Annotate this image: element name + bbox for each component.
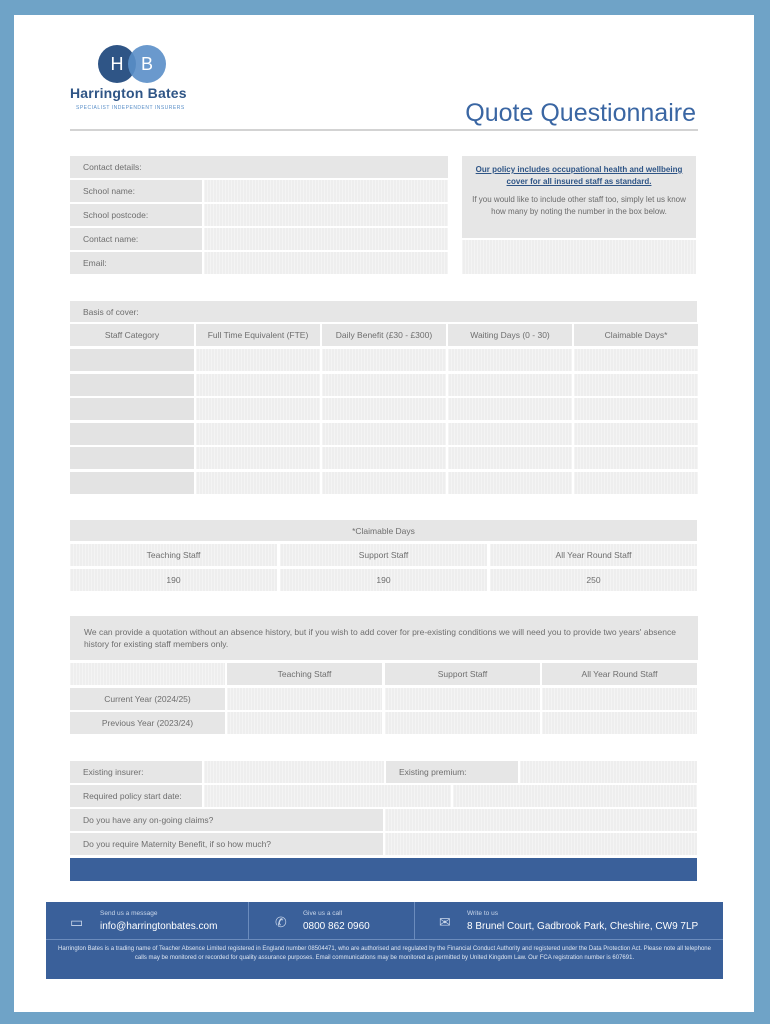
policy-headline: Our policy includes occupational health and wellbeing cover for all insured staff as standard. (475, 165, 683, 186)
ongoing-claims-field[interactable] (385, 809, 697, 831)
claimable-heading: *Claimable Days (70, 520, 697, 541)
school-postcode-label: School postcode: (70, 204, 202, 226)
page (14, 15, 754, 1012)
basis-input-cell[interactable] (322, 398, 446, 420)
contact-heading: Contact details: (70, 156, 448, 178)
footer-email-link[interactable]: info@harringtonbates.com (100, 921, 218, 932)
absence-input-cell[interactable] (227, 712, 382, 734)
basis-col-header: Waiting Days (0 - 30) (448, 324, 572, 346)
absence-row-label: Current Year (2024/25) (70, 688, 225, 710)
footer-divider (46, 939, 723, 940)
claimable-value: 190 (280, 569, 487, 591)
logo (98, 45, 178, 85)
logo-h-circle: H (98, 45, 136, 83)
basis-input-cell[interactable] (196, 472, 320, 494)
basis-input-cell[interactable] (448, 398, 572, 420)
existing-insurer-label: Existing insurer: (70, 761, 202, 783)
basis-input-cell[interactable] (196, 423, 320, 445)
basis-col-header: Claimable Days* (574, 324, 698, 346)
basis-input-cell[interactable] (322, 349, 446, 371)
phone-icon: ✆ (275, 914, 287, 930)
contact-name-field[interactable] (204, 228, 448, 250)
basis-input-cell[interactable] (574, 447, 698, 469)
laptop-icon: ▭ (70, 914, 84, 930)
staff-category-cell[interactable] (70, 447, 194, 469)
other-staff-count-field[interactable] (462, 240, 696, 274)
basis-input-cell[interactable] (196, 349, 320, 371)
basis-input-cell[interactable] (574, 374, 698, 396)
basis-col-header: Daily Benefit (£30 - £300) (322, 324, 446, 346)
absence-input-cell[interactable] (542, 712, 697, 734)
title-divider (70, 129, 698, 131)
basis-input-cell[interactable] (448, 423, 572, 445)
staff-category-cell[interactable] (70, 398, 194, 420)
absence-row-label: Previous Year (2023/24) (70, 712, 225, 734)
claimable-col-header: All Year Round Staff (490, 544, 697, 566)
basis-col-header: Full Time Equivalent (FTE) (196, 324, 320, 346)
existing-insurer-field[interactable] (204, 761, 384, 783)
school-postcode-field[interactable] (204, 204, 448, 226)
basis-input-cell[interactable] (574, 398, 698, 420)
footer-phone-link[interactable]: 0800 862 0960 (303, 921, 370, 932)
basis-col-header: Staff Category (70, 324, 194, 346)
basis-input-cell[interactable] (574, 349, 698, 371)
absence-col-header: All Year Round Staff (542, 663, 697, 685)
basis-input-cell[interactable] (574, 472, 698, 494)
staff-category-cell[interactable] (70, 374, 194, 396)
existing-premium-label: Existing premium: (386, 761, 518, 783)
start-date-field[interactable] (204, 785, 451, 807)
absence-input-cell[interactable] (385, 688, 540, 710)
basis-input-cell[interactable] (196, 374, 320, 396)
footer-phone-block (249, 902, 415, 939)
phone-caption: Give us a call (303, 910, 343, 917)
footer-address-block (415, 902, 723, 939)
absence-corner-cell (70, 663, 225, 685)
staff-category-cell[interactable] (70, 349, 194, 371)
absence-note: We can provide a quotation without an absence history, but if you wish to add cover for pre-existing conditions we will need you to provide two years' absence history for existing staff members only. (70, 616, 698, 660)
basis-input-cell[interactable] (448, 374, 572, 396)
footer-email-block (46, 902, 249, 939)
claimable-col-header: Support Staff (280, 544, 487, 566)
basis-input-cell[interactable] (448, 447, 572, 469)
maternity-field[interactable] (385, 833, 697, 855)
page-title: Quote Questionnaire (465, 99, 696, 127)
absence-input-cell[interactable] (542, 688, 697, 710)
address-caption: Write to us (467, 910, 498, 917)
absence-input-cell[interactable] (385, 712, 540, 734)
basis-input-cell[interactable] (574, 423, 698, 445)
email-caption: Send us a message (100, 910, 158, 917)
start-date-label: Required policy start date: (70, 785, 202, 807)
basis-input-cell[interactable] (448, 349, 572, 371)
basis-input-cell[interactable] (196, 398, 320, 420)
basis-input-cell[interactable] (322, 374, 446, 396)
staff-category-cell[interactable] (70, 472, 194, 494)
claimable-value: 250 (490, 569, 697, 591)
maternity-label: Do you require Maternity Benefit, if so how much? (70, 833, 383, 855)
school-name-label: School name: (70, 180, 202, 202)
basis-input-cell[interactable] (322, 472, 446, 494)
absence-input-cell[interactable] (227, 688, 382, 710)
brand-tagline: SPECIALIST INDEPENDENT INSURERS (76, 105, 185, 111)
basis-input-cell[interactable] (196, 447, 320, 469)
contact-name-label: Contact name: (70, 228, 202, 250)
section-end-bar (70, 858, 697, 881)
basis-heading: Basis of cover: (70, 301, 697, 322)
logo-b-circle: B (128, 45, 166, 83)
start-date-field-extra[interactable] (453, 785, 697, 807)
basis-input-cell[interactable] (322, 447, 446, 469)
email-label: Email: (70, 252, 202, 274)
policy-note (462, 156, 696, 238)
footer (46, 902, 723, 979)
school-name-field[interactable] (204, 180, 448, 202)
claimable-value: 190 (70, 569, 277, 591)
policy-body: If you would like to include other staff too, simply let us know how many by noting the number in the box below. (472, 195, 686, 216)
email-field[interactable] (204, 252, 448, 274)
basis-input-cell[interactable] (322, 423, 446, 445)
ongoing-claims-label: Do you have any on-going claims? (70, 809, 383, 831)
brand-name: Harrington Bates (70, 85, 187, 101)
claimable-col-header: Teaching Staff (70, 544, 277, 566)
basis-input-cell[interactable] (448, 472, 572, 494)
existing-premium-field[interactable] (520, 761, 697, 783)
staff-category-cell[interactable] (70, 423, 194, 445)
footer-address: 8 Brunel Court, Gadbrook Park, Cheshire, CW9 7LP (467, 921, 699, 932)
envelope-icon: ✉ (439, 914, 451, 930)
absence-col-header: Teaching Staff (227, 663, 382, 685)
legal-text: Harrington Bates is a trading name of Teacher Absence Limited registered in England number 08504471, who are authorised and regulated by the Financial Conduct Authority and registered under the Data Protection Act. Please note all telephone calls may be monitored or recorded for quality assurance purposes. Email communications may be monitored as permitted by United Kingdom Law. Our FCA registration number is 607691. (58, 946, 711, 961)
absence-col-header: Support Staff (385, 663, 540, 685)
